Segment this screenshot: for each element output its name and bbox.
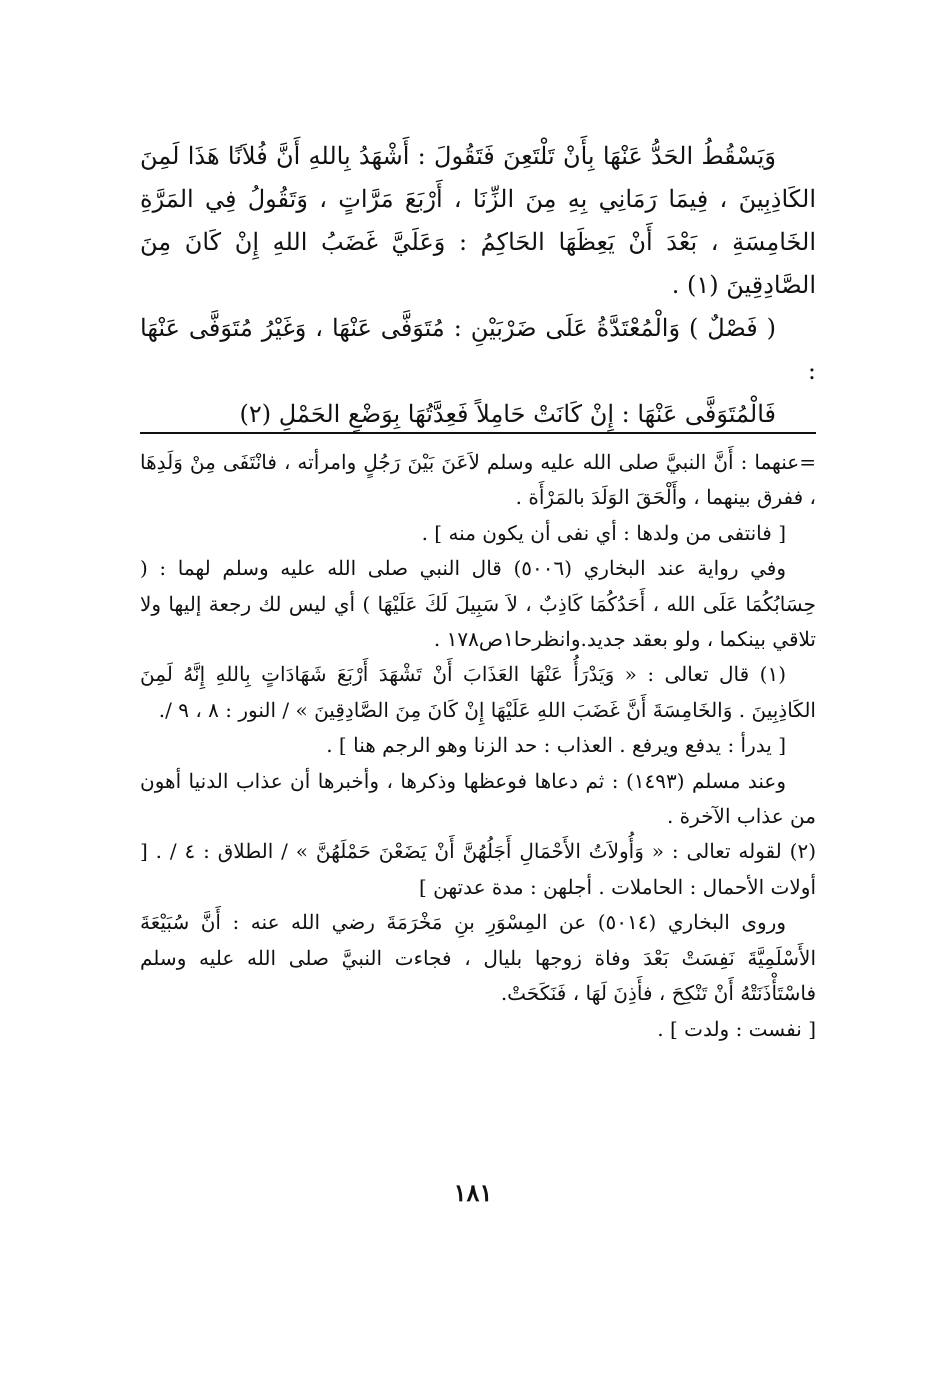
footnote-divider (140, 432, 816, 434)
main-paragraph-3: فَالْمُتَوَفَّى عَنْهَا : إِنْ كَانَتْ حَامِلاً فَعِدَّتُهَا بِوَضْعِ الحَمْلِ (٢) (239, 400, 776, 428)
main-paragraph-1: وَيَسْقُطُ الحَدُّ عَنْهَا بِأَنْ تَلْتَعِنَ فَتَقُولَ : أَشْهَدُ بِاللهِ أَنَّ فُلاَنًا هَذَا لَمِنَ الكَاذِبِينَ ، فِيمَا رَمَانِي بِهِ مِنَ الزِّنَا ، أَرْبَعَ مَرَّاتٍ ، وَتَقُولُ فِي المَرَّةِ الخَامِسَةِ ، بَعْدَ أَنْ يَعِظَهَا الحَاكِمُ : وَعَلَيَّ غَضَبُ اللهِ إِنْ كَانَ مِنَ الصَّادِقِينَ (١) . (140, 142, 816, 299)
footnote-1: (١) قال تعالى : « وَيَدْرَأُ عَنْهَا العَذَابَ أَنْ تَشْهَدَ أَرْبَعَ شَهَادَاتٍ بِاللهِ إِنَّهُ لَمِنَ الكَاذِبِينَ . وَالخَامِسَةَ أَنَّ غَضَبَ اللهِ عَلَيْهَا إِنْ كَانَ مِنَ الصَّادِقِينَ » / النور : ٨ ، ٩ /. (140, 662, 816, 722)
footnote-gloss: [ فانتفى من ولدها : أي نفى أن يكون منه ] . (421, 520, 786, 545)
main-paragraph-2: ( فَصْلٌ ) وَالْمُعْتَدَّةُ عَلَى ضَرْبَيْنِ : مُتَوَفَّى عَنْهَا ، وَغَيْرُ مُتَوَفَّى عَنْهَا : (140, 314, 816, 385)
footnote-2: (٢) لقوله تعالى : « وَأُولاَتُ الأَحْمَالِ أَجَلُهُنَّ أَنْ يَضَعْنَ حَمْلَهُنَّ » / الطلاق : ٤ / . [ أولات الأحمال : الحاملات . أجلهن : مدة عدتهن ] (140, 839, 816, 899)
page-number: ١٨١ (453, 1178, 493, 1207)
footnote-bukhari-narration: وفي رواية عند البخاري (٥٠٠٦) قال النبي صلى الله عليه وسلم لهما : ( حِسَابُكُمَا عَلَى الله ، أَحَدُكُمَا كَاذِبٌ ، لاَ سَبِيلَ لَكَ عَلَيْهَا ) أي ليس لك رجعة إليها ولا تلاقي بينكما ، ولو بعقد جديد.وانظرحا١ص١٧٨ . (140, 556, 816, 652)
footnote-1-gloss: [ يدرأ : يدفع ويرفع . العذاب : حد الزنا وهو الرجم هنا ] . (326, 733, 786, 758)
main-text (140, 135, 816, 436)
footnote-2-gloss: [ نفست : ولدت ] . (657, 1016, 816, 1041)
footnote-2-bukhari: وروى البخاري (٥٠١٤) عن المِسْوَرِ بنِ مَخْرَمَةَ رضي الله عنه : أَنَّ سُبَيْعَةَ الأَسْلَمِيَّةَ نَفِسَتْ بَعْدَ وفاة زوجها بليال ، فجاءت النبيَّ صلى الله عليه وسلم فاسْتَأْذَنَتْهُ أَنْ تَنْكِحَ ، فأَذِنَ لَهَا ، فَنَكَحَتْ. (140, 910, 816, 1006)
footnotes (140, 445, 816, 1047)
footnote-1-muslim: وعند مسلم (١٤٩٣) : ثم دعاها فوعظها وذكرها ، وأخبرها أن عذاب الدنيا أهون من عذاب الآخرة . (140, 768, 816, 829)
footnote-continuation: =عنهما : أَنَّ النبيَّ صلى الله عليه وسلم لاَعَنَ بَيْنَ رَجُلٍ وامرأته ، فانْتَفَى مِنْ وَلَدِهَا ، ففرق بينهما ، وأَلْحَقَ الوَلَدَ بالمَرْأَة . (140, 450, 816, 510)
